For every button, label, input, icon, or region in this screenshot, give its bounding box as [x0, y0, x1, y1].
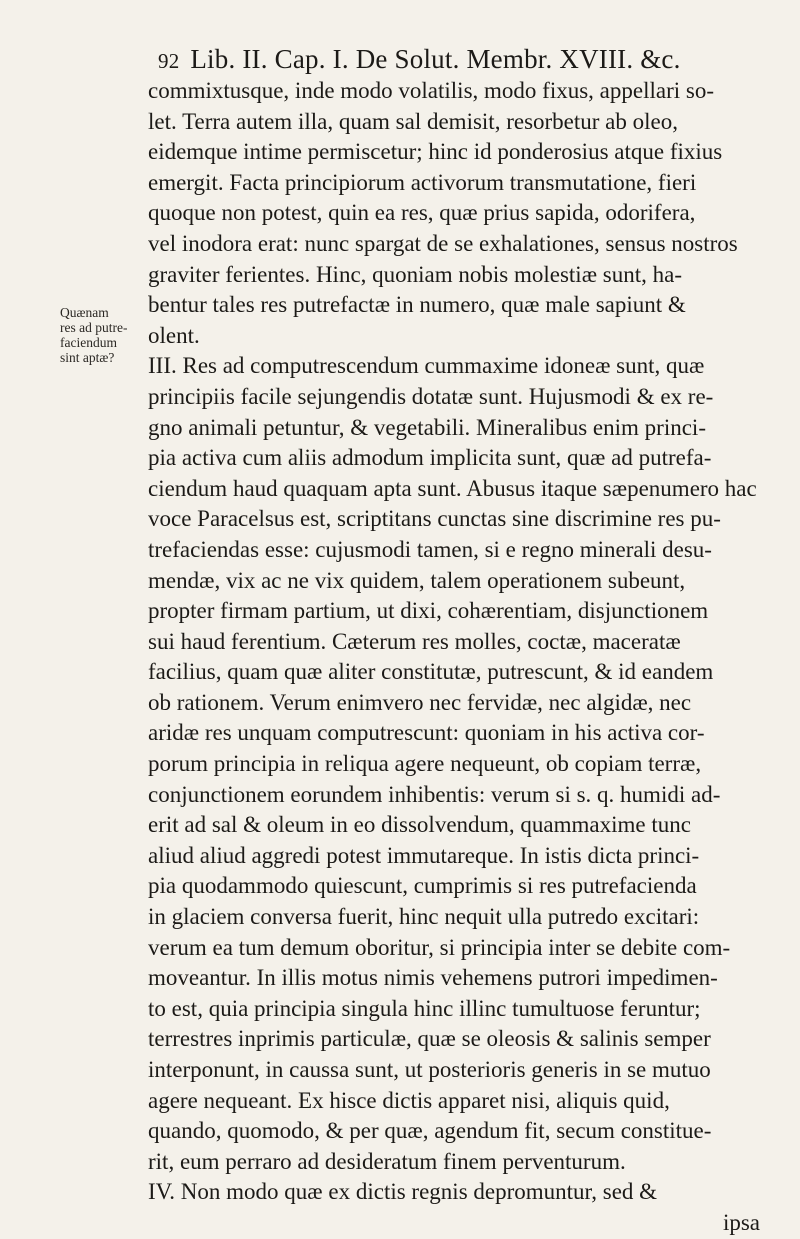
text-line: IV. Non modo quæ ex dictis regnis depromuntur, sed &	[148, 1179, 658, 1205]
text-line: sui haud ferentium. Cæterum res molles, coctæ, maceratæ	[148, 628, 681, 654]
text-line: trefaciendas esse: cujusmodi tamen, si e regno minerali desu-	[148, 536, 712, 562]
text-line: in glaciem conversa fuerit, hinc nequit ulla putredo excitari:	[148, 904, 700, 930]
text-line: verum ea tum demum oboritur, si principia inter se debite com-	[148, 934, 731, 960]
text-line: ob rationem. Verum enimvero nec fervidæ, nec algidæ, nec	[148, 689, 692, 715]
text-line: rit, eum perraro ad desideratum finem perventurum.	[148, 1148, 626, 1174]
marginal-note	[60, 305, 150, 365]
text-line: pia activa cum aliis admodum implicita sunt, quæ ad putrefa-	[148, 445, 712, 471]
text-line: agere nequeant. Ex hisce dictis apparet nisi, aliquis quid,	[148, 1087, 670, 1113]
text-line: propter firmam partium, ut dixi, cohærentiam, disjunctionem	[148, 598, 709, 624]
text-line: III. Res ad computrescendum cummaxime idoneæ sunt, quæ	[148, 353, 705, 379]
text-line: ipsa	[722, 1209, 760, 1235]
text-line: quando, quomodo, & per quæ, agendum fit, secum constitue-	[148, 1118, 712, 1144]
text-line: gno animali petuntur, & vegetabili. Mineralibus enim princi-	[148, 414, 706, 440]
text-line: conjunctionem eorundem inhibentis: verum si s. q. humidi ad-	[148, 781, 721, 807]
text-line: quoque non potest, quin ea res, quæ prius sapida, odorifera,	[148, 200, 696, 226]
text-line: voce Paracelsus est, scriptitans cunctas sine discrimine res pu-	[148, 506, 721, 532]
text-line: ciendum haud quaquam apta sunt. Abusus itaque sæpenumero hac	[148, 475, 757, 501]
text-line: vel inodora erat: nunc spargat de se exhalationes, sensus nostros	[148, 230, 738, 256]
body-text	[148, 76, 788, 1239]
text-line: olent.	[148, 322, 200, 348]
text-line: eidemque intime permiscetur; hinc id ponderosius atque fixius	[148, 139, 723, 165]
text-line: mendæ, vix ac ne vix quidem, talem operationem subeunt,	[148, 567, 686, 593]
text-line: terrestres inprimis particulæ, quæ se oleosis & salinis semper	[148, 1026, 711, 1052]
text-line: aridæ res unquam computrescunt: quoniam in his activa cor-	[148, 720, 705, 746]
text-line: bentur tales res putrefactæ in numero, quæ male sapiunt &	[148, 292, 686, 318]
marginal-note-line: sint aptæ?	[60, 350, 115, 365]
running-title: Lib. II. Cap. I. De Solut. Membr. XVIII. &c.	[190, 44, 681, 74]
text-line: interponunt, in caussa sunt, ut posterioris generis in se mutuo	[148, 1057, 711, 1082]
marginal-note-line: res ad putre-	[60, 320, 128, 335]
text-line: emergit. Facta principiorum activorum transmutatione, fieri	[148, 169, 697, 195]
text-line: let. Terra autem illa, quam sal demisit, resorbetur ab oleo,	[148, 108, 678, 134]
text-line: graviter ferientes. Hinc, quoniam nobis molestiæ sunt, ha-	[148, 261, 682, 287]
page-number: 92	[158, 49, 180, 73]
text-line: principiis facile sejungendis dotatæ sunt. Hujusmodi & ex re-	[148, 383, 714, 409]
text-line: porum principia in reliqua agere nequeunt, ob copiam terræ,	[148, 751, 702, 777]
text-line: facilius, quam quæ aliter constitutæ, putrescunt, & id eandem	[148, 659, 714, 685]
marginal-note-line: faciendum	[60, 335, 117, 350]
text-line: erit ad sal & oleum in eo dissolvendum, quammaxime tunc	[148, 812, 691, 838]
text-line: commixtusque, inde modo volatilis, modo fixus, appellari so-	[148, 78, 714, 103]
running-header	[158, 44, 798, 75]
marginal-note-line: Quænam	[60, 305, 109, 320]
text-line: aliud aliud aggredi potest immutareque. In istis dicta princi-	[148, 842, 700, 868]
text-line: moveantur. In illis motus nimis vehemens putrori impedimen-	[148, 965, 718, 991]
text-line: pia quodammodo quiescunt, cumprimis si res putrefacienda	[148, 873, 697, 899]
text-line: to est, quia principia singula hinc illinc tumultuose feruntur;	[148, 995, 701, 1021]
